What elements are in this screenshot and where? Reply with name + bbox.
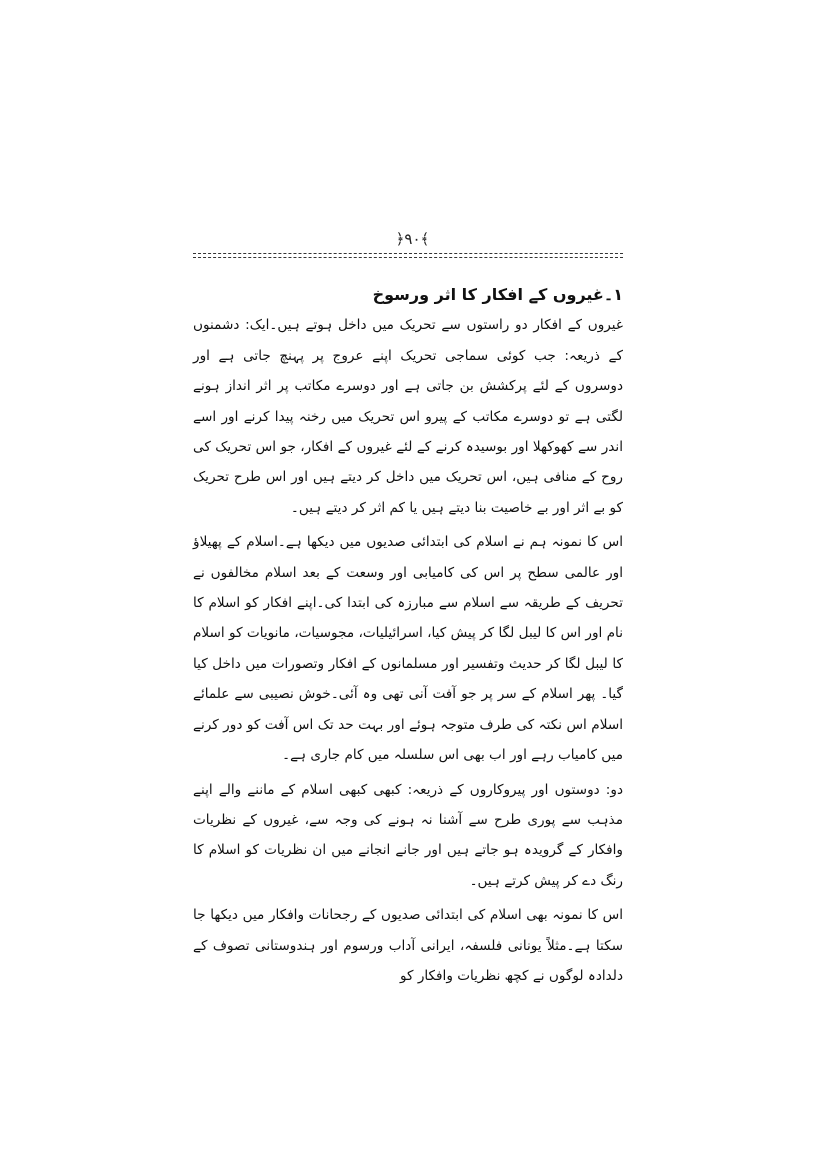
- paragraph: اس کا نمونہ ہم نے اسلام کی ابتدائی صدیوں میں دیکھا ہے۔اسلام کے پھیلاؤ اور عالمی سطح پر اس کی کامیابی اور وسعت کے بعد اسلام مخالفوں نے تحریف کے طریقہ سے اسلام سے مبارزہ کی ابتدا کی۔اپنے افکار کو اسلام کا نام اور اس کا لیبل لگا کر پیش کیا، اسرائیلیات، مجوسیات، مانویات کو اسلام کا لیبل لگا کر حدیث وتفسیر اور مسلمانوں کے افکار وتصورات میں داخل کیا گیا۔ پھر اسلام کے سر پر جو آفت آنی تھی وہ آئی۔خوش نصیبی سے علمائے اسلام اس نکتہ کی طرف متوجہ ہوئے اور بہت حد تک اس آفت کو دور کرنے میں کامیاب رہے اور اب بھی اس سلسلہ میں کام جاری ہے۔: [193, 534, 623, 764]
- page-number: ﴿۹۰﴾: [395, 230, 430, 248]
- header-rule-bottom: [193, 257, 623, 258]
- paragraph: غیروں کے افکار دو راستوں سے تحریک میں داخل ہوتے ہیں۔ایک: دشمنوں کے ذریعہ: جب کوئی سماجی تحریک اپنے عروج پر پہنچ جاتی ہے اور دوسروں کے لئے پرکشش بن جاتی ہے اور دوسرے مکاتب پر اثر انداز ہونے لگتی ہے تو دوسرے مکاتب کے پیرو اس تحریک میں رخنہ پیدا کرنے اور اسے اندر سے کھوکھلا اور بوسیدہ کرنے کے لئے غیروں کے افکار، جو اس تحریک کی روح کے منافی ہیں، اس تحریک میں داخل کر دیتے ہیں اور اس طرح تحریک کو بے اثر اور بے خاصیت بنا دیتے ہیں یا کم اثر کر دیتے ہیں۔: [193, 317, 623, 516]
- body-text: [193, 280, 623, 991]
- section-heading: ۱۔غیروں کے افکار کا اثر ورسوخ: [372, 285, 623, 304]
- header-rule-top: [193, 253, 623, 254]
- paragraph: دو: دوستوں اور پیروکاروں کے ذریعہ: کبھی کبھی اسلام کے ماننے والے اپنے مذہب سے پوری طرح سے آشنا نہ ہونے کی وجہ سے، غیروں کے نظریات وافکار کے گرویدہ ہو جاتے ہیں اور جانے انجانے میں ان نظریات کو اسلام کا رنگ دے کر پیش کرتے ہیں۔: [193, 781, 623, 889]
- paragraph: اس کا نمونہ بھی اسلام کی ابتدائی صدیوں کے رجحانات وافکار میں دیکھا جا سکتا ہے۔مثلاً یونانی فلسفہ، ایرانی آداب ورسوم اور ہندوستانی تصوف کے دلدادہ لوگوں نے کچھ نظریات وافکار کو: [193, 907, 623, 984]
